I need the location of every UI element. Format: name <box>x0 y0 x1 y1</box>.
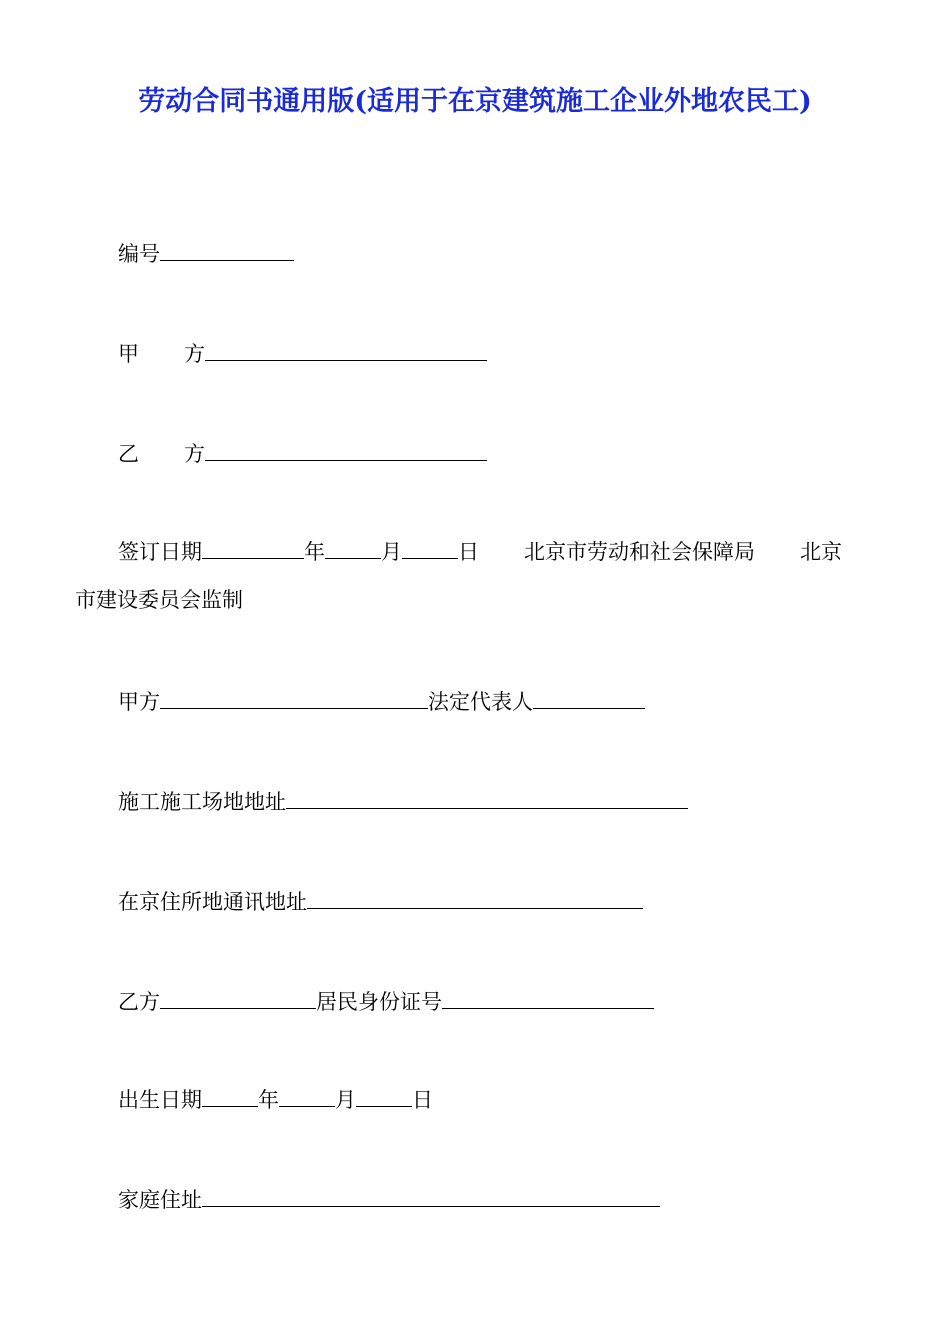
party-b-detail-row <box>118 986 654 1016</box>
birth-month-blank[interactable] <box>279 1084 335 1107</box>
supervisor-labor-bureau: 北京市劳动和社会保障局 <box>524 540 755 564</box>
party-a-char2: 方 <box>184 342 205 366</box>
party-a-blank[interactable] <box>205 338 487 361</box>
number-blank[interactable] <box>160 238 294 261</box>
birth-day-blank[interactable] <box>356 1084 412 1107</box>
sign-month-label: 月 <box>381 540 402 564</box>
party-b-name-blank[interactable] <box>160 986 316 1009</box>
party-a-row <box>118 338 487 368</box>
birth-date-label: 出生日期 <box>118 1088 202 1112</box>
number-row <box>118 238 294 268</box>
sign-day-blank[interactable] <box>402 536 458 559</box>
legal-rep-label: 法定代表人 <box>428 690 533 714</box>
party-b-blank[interactable] <box>205 438 487 461</box>
id-number-blank[interactable] <box>442 986 654 1009</box>
sign-date-label: 签订日期 <box>118 540 202 564</box>
home-address-row <box>118 1184 660 1214</box>
supervisor-row-continued <box>75 586 243 614</box>
supervisor-beijing: 北京 <box>800 540 842 564</box>
birth-year-blank[interactable] <box>202 1084 258 1107</box>
site-address-row <box>118 786 688 816</box>
party-b-row <box>118 438 487 468</box>
party-a-char1: 甲 <box>118 342 139 366</box>
legal-rep-blank[interactable] <box>533 686 645 709</box>
party-b-char2: 方 <box>184 442 205 466</box>
home-address-blank[interactable] <box>202 1184 660 1207</box>
birth-date-row <box>118 1084 433 1114</box>
birth-year-label: 年 <box>258 1088 279 1112</box>
sign-day-label: 日 <box>458 540 479 564</box>
site-address-label: 施工施工场地地址 <box>118 790 286 814</box>
birth-month-label: 月 <box>335 1088 356 1112</box>
beijing-address-row <box>118 886 643 916</box>
id-number-label: 居民身份证号 <box>316 990 442 1014</box>
number-label: 编号 <box>118 242 160 266</box>
beijing-address-blank[interactable] <box>307 886 643 909</box>
sign-year-label: 年 <box>304 540 325 564</box>
beijing-address-label: 在京住所地通讯地址 <box>118 890 307 914</box>
party-a-label: 甲方 <box>118 690 160 714</box>
sign-month-blank[interactable] <box>325 536 381 559</box>
home-address-label: 家庭住址 <box>118 1188 202 1212</box>
party-b-label: 乙方 <box>118 990 160 1014</box>
party-a-detail-row <box>118 686 645 716</box>
sign-year-blank[interactable] <box>202 536 304 559</box>
supervisor-construction-commission: 市建设委员会监制 <box>75 588 243 612</box>
site-address-blank[interactable] <box>286 786 688 809</box>
birth-day-label: 日 <box>412 1088 433 1112</box>
party-a-name-blank[interactable] <box>160 686 428 709</box>
sign-date-row <box>118 536 842 566</box>
document-title: 劳动合同书通用版(适用于在京建筑施工企业外地农民工) <box>138 86 812 117</box>
party-b-char1: 乙 <box>118 442 139 466</box>
